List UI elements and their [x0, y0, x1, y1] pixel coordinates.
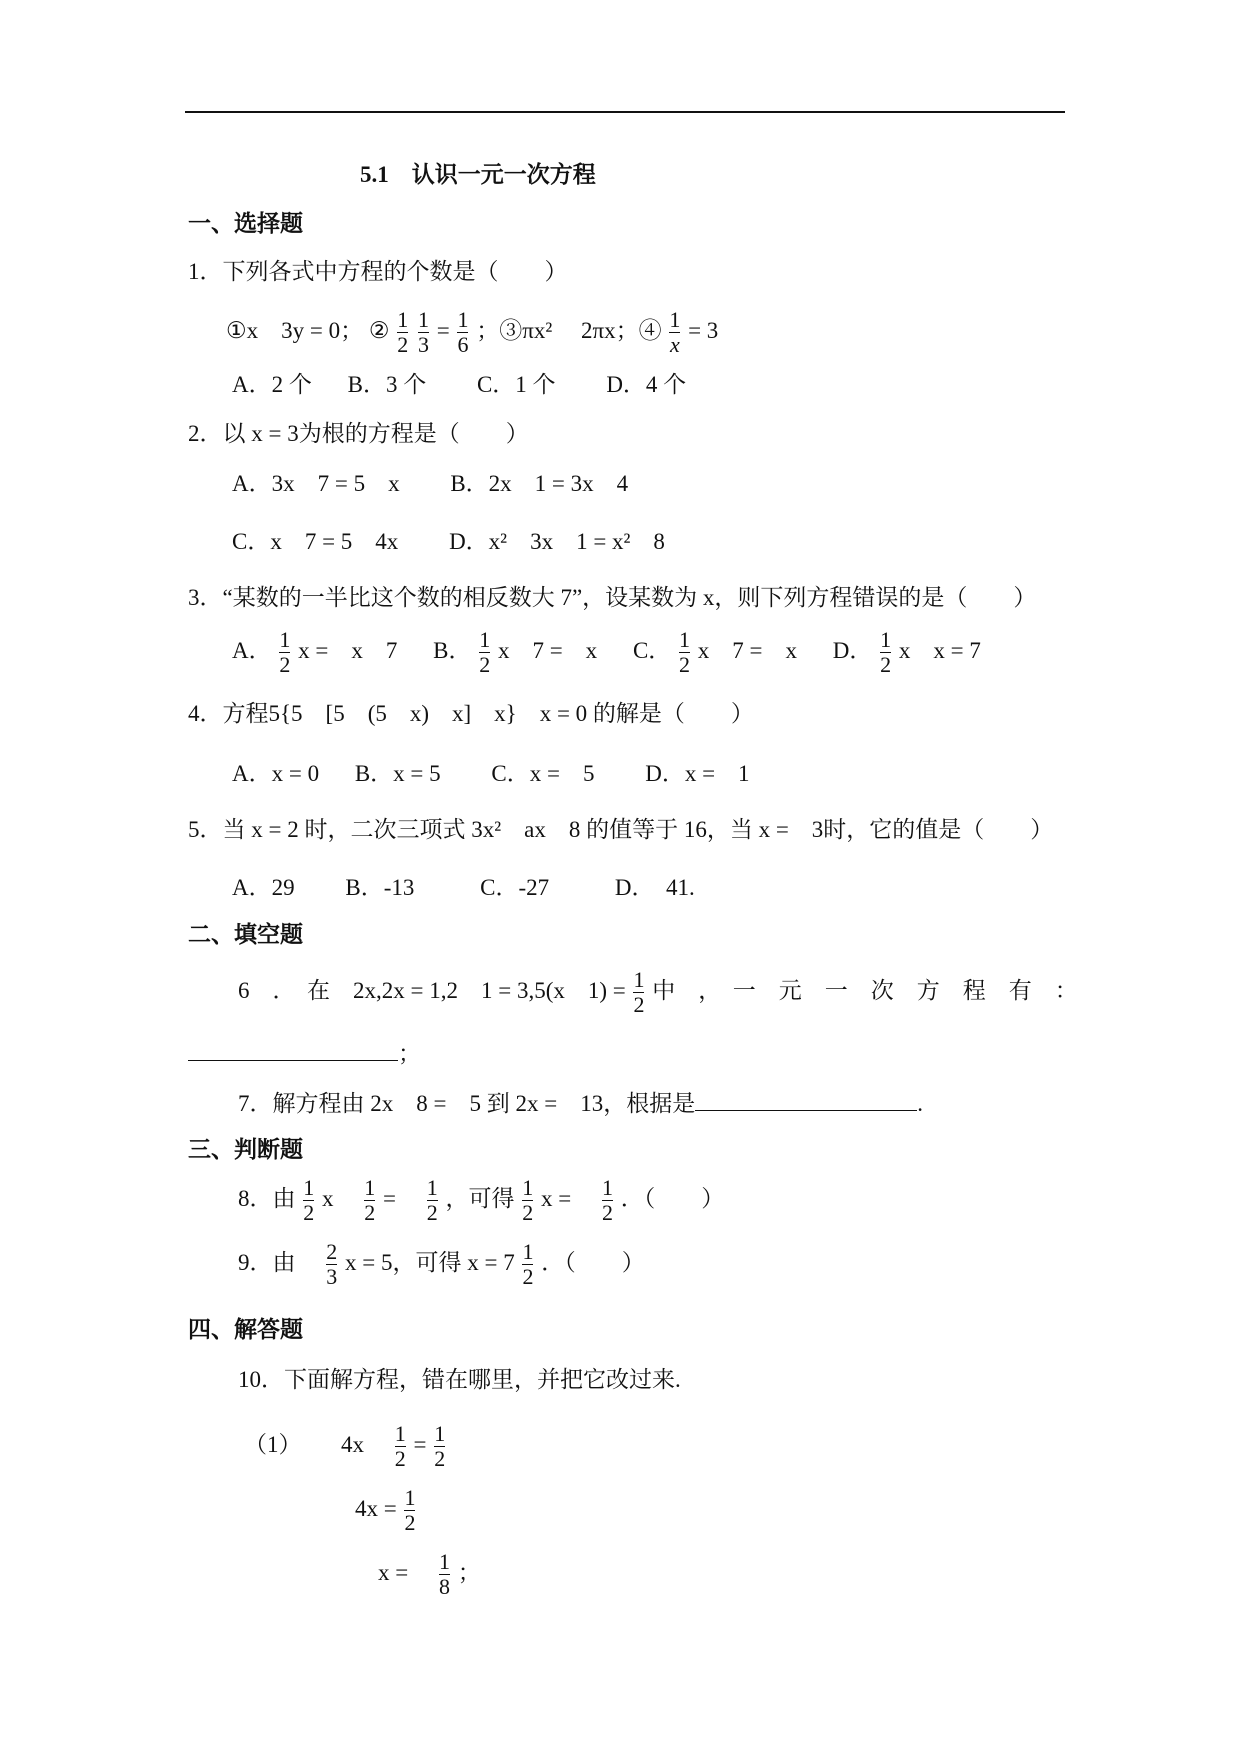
- q10-step-1-fraction-1: $\frac{1}{2}$: [394, 1421, 406, 1472]
- q8-prefix: 8．由: [238, 1185, 296, 1211]
- q10-step-1-equals: =: [413, 1431, 427, 1457]
- q3-option-c-expr: x 7 = x: [697, 637, 798, 663]
- q3-option-c-label: C．: [632, 637, 672, 663]
- q6-fraction: $\frac{1}{2}$: [633, 967, 645, 1018]
- section-heading-choice: 一、选择题: [188, 211, 303, 236]
- q3-option-a-label: A．: [232, 637, 272, 663]
- q10-step-1-fraction-2: $\frac{1}{2}$: [434, 1421, 446, 1472]
- q3-option-d-expr: x x = 7: [898, 637, 981, 663]
- q2-option-a: A．3x 7 = 5 x: [232, 471, 400, 496]
- q10-step-2: [355, 1486, 417, 1535]
- q9-tail: ．（ ）: [541, 1249, 645, 1275]
- question-8: [238, 1176, 724, 1225]
- q1-option-b: B．3 个: [347, 372, 427, 397]
- q1-expr-4: = 3: [688, 317, 719, 343]
- q3-option-d-fraction: $\frac{1}{2}$: [880, 627, 892, 678]
- q1-equals: =: [436, 317, 450, 343]
- question-2-options-row-2: [232, 530, 665, 553]
- question-10-stem: 10．下面解方程，错在哪里，并把它改过来.: [238, 1367, 681, 1392]
- section-heading-solve: 四、解答题: [188, 1317, 303, 1342]
- question-5-options: [232, 876, 695, 899]
- q10-step-3-semicolon: ；: [457, 1559, 481, 1585]
- q3-option-d-label: D．: [832, 637, 873, 663]
- question-1-expressions: [226, 308, 718, 357]
- q8-fraction-2: $\frac{1}{2}$: [364, 1175, 376, 1226]
- q8-expr-3: ，可得: [445, 1185, 515, 1211]
- q1-option-a: A．2 个: [232, 372, 312, 397]
- question-4-options: [232, 762, 750, 785]
- q6-text-tail: 中 ， 一 元 一 次 方 程 有 ：: [652, 977, 1078, 1003]
- q5-option-a: A．29: [232, 875, 295, 900]
- q4-option-c: C．x = 5: [491, 761, 595, 786]
- q3-option-c-fraction: $\frac{1}{2}$: [679, 627, 691, 678]
- q4-option-a: A．x = 0: [232, 761, 320, 786]
- q1-expr-3-4: ；③πx² 2πx；④: [476, 317, 662, 343]
- q1-expr-2-label: ②: [368, 317, 390, 343]
- q10-part-label: （1）: [244, 1431, 302, 1457]
- question-3-options: [232, 628, 981, 677]
- q8-tail: ．（ ）: [620, 1185, 725, 1211]
- q5-option-d: D． 41.: [614, 875, 695, 900]
- q7-blank[interactable]: [695, 1090, 917, 1111]
- q6-text: 6 ． 在 2x,2x = 1,2 1 = 3,5(x 1) =: [238, 977, 626, 1003]
- q4-option-b: B．x = 5: [354, 761, 441, 786]
- q10-step-2-fraction: $\frac{1}{2}$: [404, 1485, 416, 1536]
- question-5-stem: 5．当 x = 2 时，二次三项式 3x² ax 8 的值等于 16，当 x = 3时，它的值是（ ）: [188, 817, 1054, 842]
- q4-option-d: D．x = 1: [645, 761, 750, 786]
- q7-text: 7．解方程由 2x 8 = 5 到 2x = 13，根据是: [238, 1091, 696, 1116]
- q1-fraction-half: $\frac{1}{2}$: [397, 307, 409, 358]
- q8-fraction-4: $\frac{1}{2}$: [522, 1175, 534, 1226]
- q10-step-3-fraction: $\frac{1}{8}$: [438, 1549, 450, 1600]
- q10-step-1: [244, 1422, 447, 1471]
- q6-semicolon: ；: [398, 1041, 421, 1066]
- section-heading-fill-in: 二、填空题: [188, 922, 303, 947]
- question-2-stem: 2．以 x = 3为根的方程是（ ）: [188, 421, 529, 446]
- q3-option-a-expr: x = x 7: [298, 637, 398, 663]
- q9-fraction-1: $\frac{2}{3}$: [326, 1239, 338, 1290]
- question-6-answer-line: [188, 1040, 421, 1065]
- q3-option-a-fraction: $\frac{1}{2}$: [279, 627, 291, 678]
- question-1-options: [232, 373, 686, 396]
- q9-fraction-2: $\frac{1}{2}$: [522, 1239, 534, 1290]
- section-heading-true-false: 三、判断题: [188, 1137, 303, 1162]
- q10-step-2-expr: 4x =: [355, 1495, 397, 1521]
- q2-option-d: D．x² 3x 1 = x² 8: [449, 529, 665, 554]
- header-rule: [185, 111, 1065, 113]
- question-2-options-row-1: [232, 472, 628, 495]
- q10-step-1-expr: 4x: [341, 1431, 387, 1457]
- question-1-stem: 1．下列各式中方程的个数是（ ）: [188, 259, 568, 284]
- q1-fraction-sixth: $\frac{1}{6}$: [457, 307, 469, 358]
- q8-expr-1: x: [322, 1185, 357, 1211]
- question-7: [238, 1090, 923, 1115]
- question-6: [238, 968, 1078, 1017]
- q8-expr-4: x =: [540, 1185, 595, 1211]
- q10-step-3-expr: x =: [378, 1559, 432, 1585]
- q8-fraction-3: $\frac{1}{2}$: [426, 1175, 438, 1226]
- q8-fraction-1: $\frac{1}{2}$: [303, 1175, 315, 1226]
- q8-fraction-5: $\frac{1}{2}$: [601, 1175, 613, 1226]
- q2-option-c: C．x 7 = 5 4x: [232, 529, 399, 554]
- q7-period: .: [917, 1091, 923, 1116]
- q1-fraction-third: $\frac{1}{3}$: [417, 307, 429, 358]
- q3-option-b-fraction: $\frac{1}{2}$: [479, 627, 491, 678]
- question-3-stem: 3．“某数的一半比这个数的相反数大 7”，设某数为 x，则下列方程错误的是（ ）: [188, 585, 1037, 610]
- q2-option-b: B．2x 1 = 3x 4: [450, 471, 629, 496]
- q5-option-c: C．-27: [480, 875, 550, 900]
- q3-option-b-label: B．: [433, 637, 472, 663]
- q6-blank[interactable]: [188, 1040, 398, 1061]
- q3-option-b-expr: x 7 = x: [497, 637, 598, 663]
- page-title: 5.1 认识一元一次方程: [360, 162, 596, 187]
- question-4-stem: 4．方程5{5 [5 (5 x) x] x} x = 0 的解是（ ）: [188, 701, 754, 726]
- q1-option-c: C．1 个: [476, 372, 556, 397]
- question-9: [238, 1240, 645, 1289]
- q1-option-d: D．4 个: [606, 372, 687, 397]
- q1-expr-1: ①x 3y = 0；: [226, 317, 364, 343]
- q8-expr-2: =: [383, 1185, 419, 1211]
- q1-fraction-one-over-x: $\frac{1}{x}$: [669, 307, 681, 358]
- q10-step-3: [378, 1550, 481, 1599]
- q9-expr: x = 5，可得 x = 7: [345, 1249, 515, 1275]
- q5-option-b: B．-13: [345, 875, 415, 900]
- q9-prefix: 9．由: [238, 1249, 319, 1275]
